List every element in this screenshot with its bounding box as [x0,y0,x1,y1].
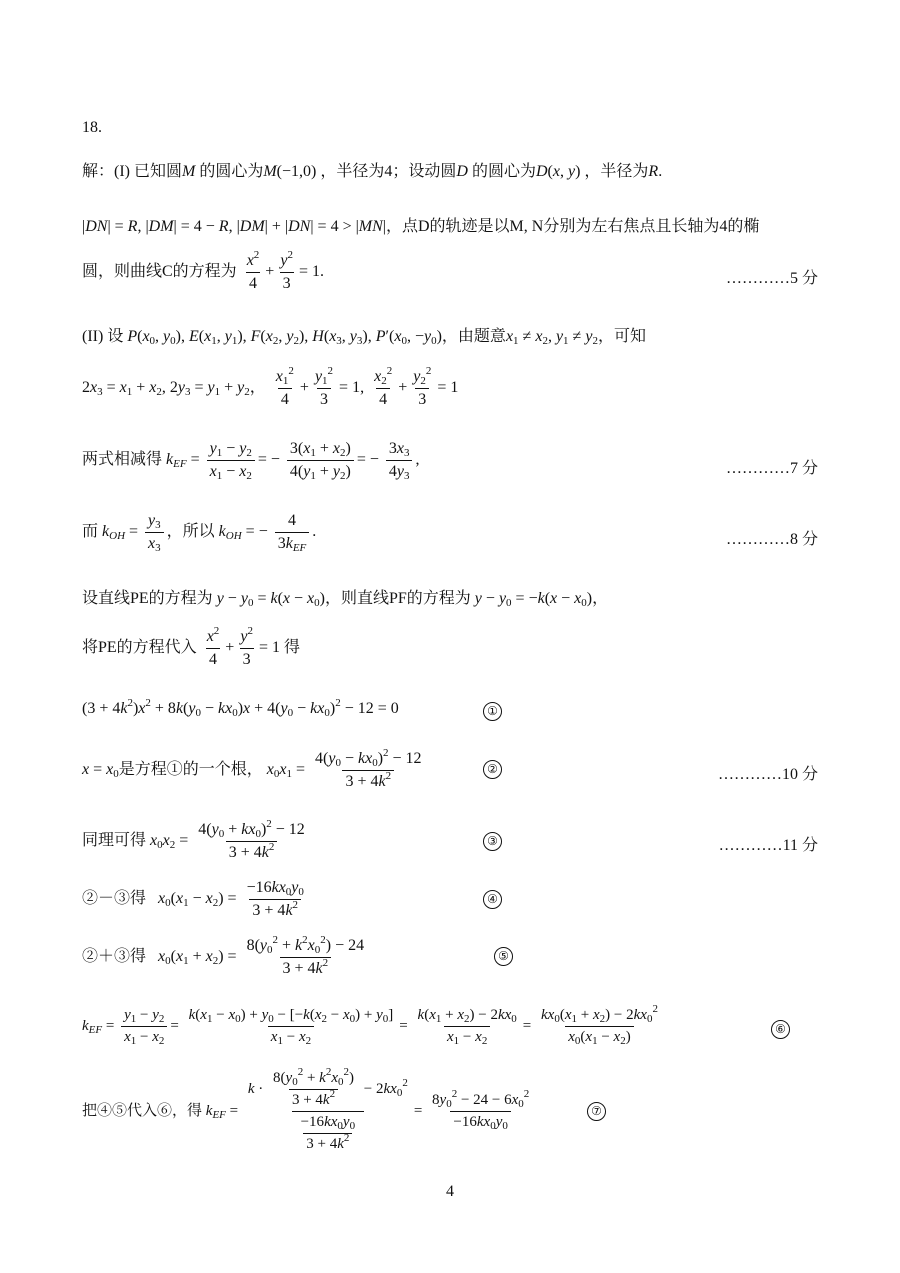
equation-4: ②－③得 $x_0(x_1 - x_2)$ = $\frac{-16kx_0y_0}{3 + 4k^2}$ [82,879,304,919]
tag-5: ⑤ [494,947,513,966]
tag-4: ④ [483,890,502,909]
part1-line2-text: ，点D的轨迹是以M, N分别为左右焦点且长轴为4的椭 [386,218,760,235]
equation-7: 把④⑤代入⑥，得 $k_{EF}$ = k · $\frac{8(y_0^2 + k^2x_0^2)}{3 + 4k^2}$ − $2kx_0^2$ $\frac{-16kx_0y_0}{3 + 4k^2}$ = $\frac{8y_0^2 - 24 - 6x_0^2}{-16kx_0y_0}$ [82,1066,530,1152]
score-8: …………8 分 [725,531,818,548]
sub-a: 将PE的方程代入 [82,639,197,657]
substitute-line: 将PE的方程代入 $\frac{x^2}{4}$ + $\frac{y^2}{3}$ = 1 得 [82,625,300,668]
slope-oh-line: 而 $k_{OH}$ = $\frac{y_3}{x_3}$ ，所以 $k_{OH}$ = − $\frac{4}{3k_{EF}}$ . [82,512,317,554]
tag-6: ⑥ [771,1020,790,1039]
part1-line3-text: 圆，则曲线C的方程为 [82,263,237,281]
same-text: 同理可得 [82,832,147,850]
equation-5: ②＋③得 $x_0(x_1 + x_2)$ = $\frac{8(y_0^2 + k^2x_0^2) - 24}{3 + 4k^2}$ [82,934,365,977]
koh-b: ，所以 [166,523,215,541]
root-text: 是方程①的一个根， [118,761,263,779]
part1-text-e: ，半径为 [584,163,649,180]
pe-b: ，则直线PF的方程为 [324,590,471,607]
score-11: …………11 分 [718,837,818,854]
midpoint-equations: $2x_3 = x_1 + x_2$, $2y_3 = y_1 + y_2$， $\frac{x_1^2}{4}$ + $\frac{y_1^2}{3}$ = 1, $\frac{x_2^2}{4}$ + $\frac{y_2^2}{3}$ = 1 [82,365,459,408]
line-pe-pf: 设直线PE的方程为 $y - y_0 = k(x - x_0)$，则直线PF的方程为 $y - y_0 = -k(x - x_0)$， [82,590,609,609]
slope-ef-derivation: 两式相减得 $k_{EF}$ = $\frac{y_1 - y_2}{x_1 - x_2}$ = − $\frac{3(x_1 + x_2)}{4(y_1 + y_2)}$ = − $\frac{3x_3}{4y_3}$ , [82,440,420,482]
tag-2: ② [483,760,502,779]
part1-line3: 圆，则曲线C的方程为 $\frac{x^2}{4}$ + $\frac{y^2}{3}$ = 1. [82,249,324,292]
part2-intro-c: ，可知 [597,328,646,345]
score-7: …………7 分 [725,460,818,477]
koh-a: 而 [82,523,99,541]
plug-label: 把④⑤代入⑥，得 [82,1102,203,1119]
part1-line2: |DN| = R, |DM| = 4 − R, |DM| + |DN| = 4 > |MN|，点D的轨迹是以M, N分别为左右焦点且长轴为4的椭 [82,218,760,235]
sub-b: 得 [283,639,300,657]
part1-text-c: ，半径为4；设动圆 [320,163,457,180]
problem-number: 18. [82,119,102,136]
part2-intro: (II) 设 $P(x_0$, $y_0$), $E(x_1$, $y_1$), $F(x_2$, $y_2$), $H(x_3$, $y_3$), $P'(x_0$, $-y_0$)，由题意$x_1 \ne x_2$, $y_1 \ne y_2$，可知 [82,328,646,347]
score-10: …………10 分 [717,766,818,783]
score-5: …………5 分 [725,270,818,287]
tag-3: ③ [483,832,502,851]
part1-text-a: 解：(I) 已知圆 [82,163,182,180]
diff-label: ②－③得 [82,890,147,908]
tag-7: ⑦ [587,1102,606,1121]
part1-text-d: 的圆心为 [471,163,536,180]
equation-2: $x = x_0$是方程①的一个根， $x_0x_1$ = $\frac{4(y_0 - kx_0)^2 - 12}{3 + 4k^2}$ [82,747,422,790]
part1-text-b: 的圆心为 [199,163,264,180]
subtract-label: 两式相减得 [82,451,163,469]
equation-1: $(3 + 4k^2)x^2 + 8k(y_0 - kx_0)x + 4(y_0 - kx_0)^2 - 12 = 0$ [82,697,399,719]
pe-a: 设直线PE的方程为 [82,590,213,607]
part2-intro-a: (II) 设 [82,328,124,345]
tag-1: ① [483,702,502,721]
page-number: 4 [446,1183,454,1200]
sum-label: ②＋③得 [82,948,147,966]
part2-intro-b: ，由题意 [441,328,506,345]
equation-3: 同理可得 $x_0x_2$ = $\frac{4(y_0 + kx_0)^2 - 12}{3 + 4k^2}$ [82,818,305,861]
part1-line1: 解：(I) 已知圆M 的圆心为M(−1,0) ，半径为4；设动圆D 的圆心为D(x, y) ，半径为R. [82,163,663,180]
equation-6: $k_{EF}$ = $\frac{y_1 - y_2}{x_1 - x_2}$ = $\frac{k(x_1 - x_0) + y_0 - [-k(x_2 - x_0) + y_0]}{x_1 - x_2}$ = $\frac{k(x_1 + x_2) - 2kx_0}{x_1 - x_2}$ = $\frac{kx_0(x_1 + x_2) - 2kx_0^2}{x_0(x_1 - x_2)}$ [82,1003,658,1047]
